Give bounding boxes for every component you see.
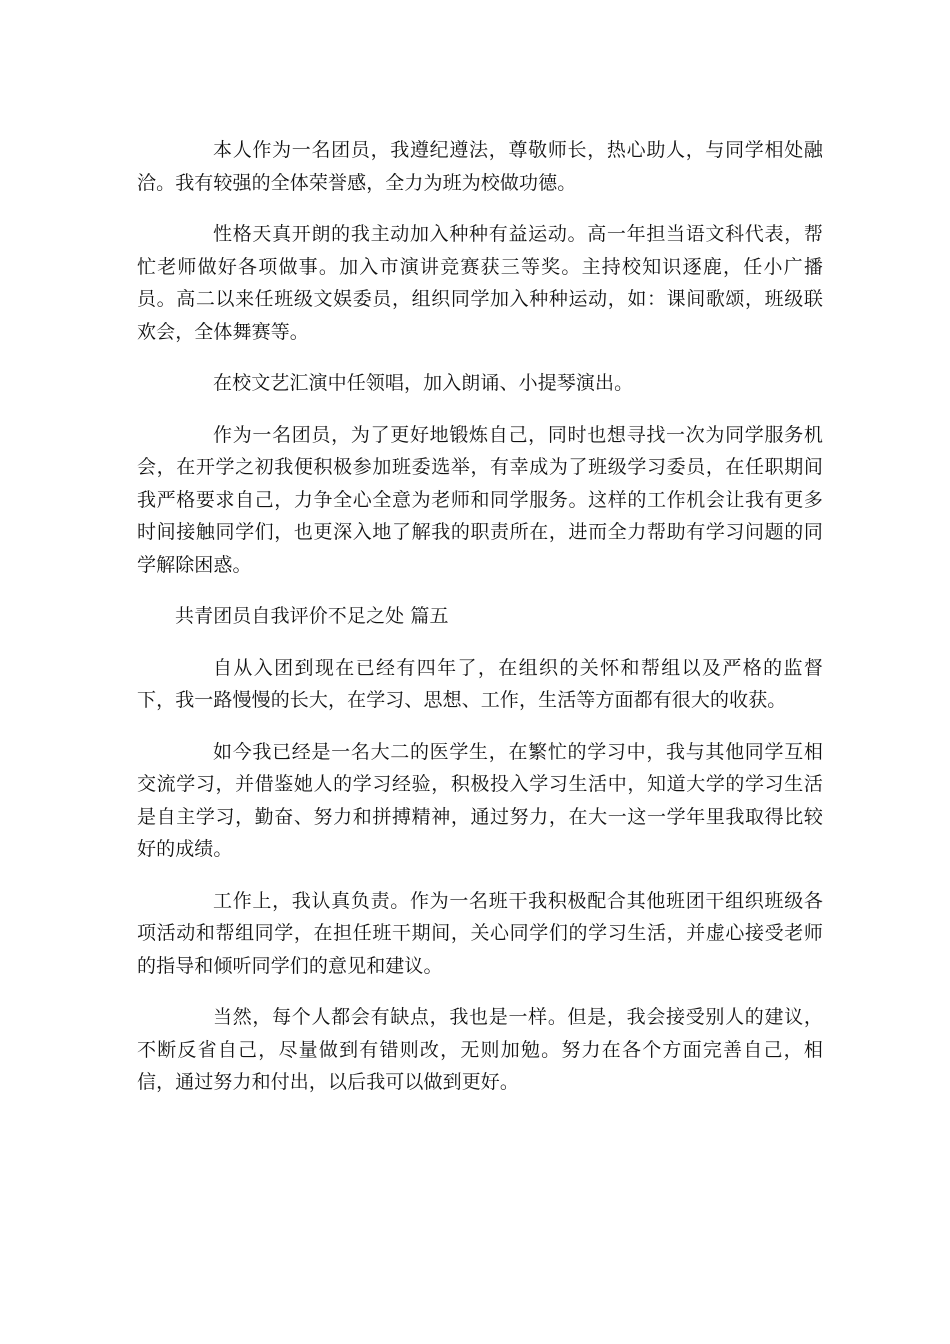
section-paragraph-4: 当然，每个人都会有缺点，我也是一样。但是，我会接受别人的建议，不断反省自己，尽量做到有错则改，无则加勉。努力在各个方面完善自己，相信，通过努力和付出，以后我可以做到更好。: [137, 1006, 823, 1093]
paragraph-2: 性格天真开朗的我主动加入种种有益运动。高一年担当语文科代表，帮忙老师做好各项做事。加入市演讲竞赛获三等奖。主持校知识逐鹿，任小广播员。高二以来任班级文娱委员，组织同学加入种种运动，如：课间歌颂，班级联欢会，全体舞赛等。: [137, 223, 823, 343]
document-body: [137, 134, 823, 1118]
paragraph-4: 作为一名团员，为了更好地锻炼自己，同时也想寻找一次为同学服务机会，在开学之初我便积极参加班委选举，有幸成为了班级学习委员，在任职期间我严格要求自己，力争全心全意为老师和同学服务。这样的工作机会让我有更多时间接触同学们，也更深入地了解我的职责所在，进而全力帮助有学习问题的同学解除困惑。: [137, 423, 823, 576]
section-paragraph-1: 自从入团到现在已经有四年了，在组织的关怀和帮组以及严格的监督下，我一路慢慢的长大，在学习、思想、工作，生活等方面都有很大的收获。: [137, 656, 823, 711]
section-paragraph-2: 如今我已经是一名大二的医学生，在繁忙的学习中，我与其他同学互相交流学习，并借鉴她人的学习经验，积极投入学习生活中，知道大学的学习生活是自主学习，勤奋、努力和拼搏精神，通过努力，在大一这一学年里我取得比较好的成绩。: [137, 740, 823, 860]
section-heading: 共青团员自我评价不足之处 篇五: [175, 605, 449, 627]
paragraph-1: 本人作为一名团员，我遵纪遵法，尊敬师长，热心助人，与同学相处融洽。我有较强的全体荣誉感，全力为班为校做功德。: [137, 139, 823, 194]
section-paragraph-3: 工作上，我认真负责。作为一名班干我积极配合其他班团干组织班级各项活动和帮组同学，在担任班干期间，关心同学们的学习生活，并虚心接受老师的指导和倾听同学们的意见和建议。: [137, 889, 823, 977]
paragraph-3: 在校文艺汇演中任领唱，加入朗诵、小提琴演出。: [213, 372, 634, 394]
